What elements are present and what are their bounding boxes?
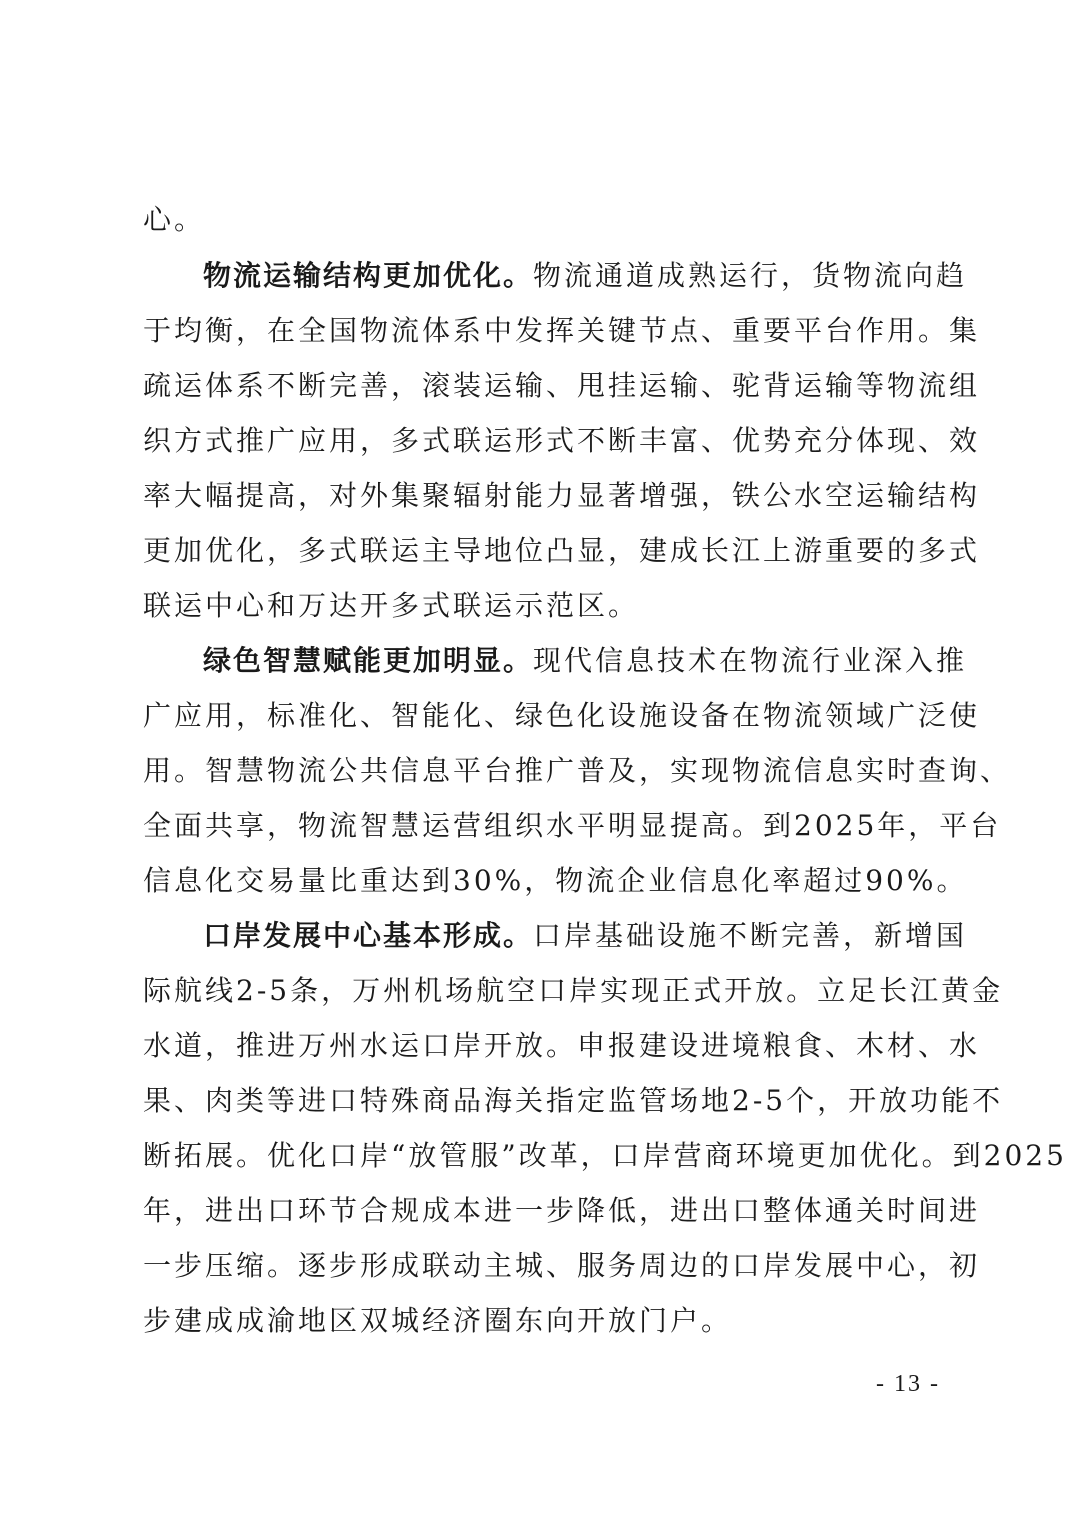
paragraph-text: 现代信息技术在物流行业深入推 — [533, 644, 968, 677]
text-line: 广应用，标准化、智能化、绿色化设施设备在物流领域广泛使 — [143, 699, 981, 732]
paragraph-heading: 绿色智慧赋能更加明显。 — [203, 644, 534, 677]
text-line: 际航线2-5条，万州机场航空口岸实现正式开放。立足长江黄金 — [143, 974, 1004, 1007]
text-line: 联运中心和万达开多式联运示范区。 — [143, 589, 640, 622]
paragraph-first-line — [203, 256, 968, 296]
paragraph-heading: 口岸发展中心基本形成。 — [203, 919, 534, 952]
paragraph-text: 物流通道成熟运行，货物流向趋 — [533, 259, 968, 292]
page-number: - 13 - — [876, 1371, 940, 1397]
text-line: 织方式推广应用，多式联运形式不断丰富、优势充分体现、效 — [143, 424, 981, 457]
text-line: 心。 — [143, 203, 206, 236]
paragraph-first-line — [203, 641, 968, 681]
text-line: 步建成成渝地区双城经济圈东向开放门户。 — [143, 1304, 733, 1337]
text-line: 断拓展。优化口岸“放管服”改革，口岸营商环境更加优化。到2025 — [143, 1139, 1067, 1172]
text-line: 用。智慧物流公共信息平台推广普及，实现物流信息实时查询、 — [143, 754, 1012, 787]
paragraph-first-line — [203, 916, 968, 956]
text-line: 于均衡，在全国物流体系中发挥关键节点、重要平台作用。集 — [143, 314, 981, 347]
paragraph-heading: 物流运输结构更加优化。 — [203, 259, 534, 292]
text-line: 一步压缩。逐步形成联动主城、服务周边的口岸发展中心，初 — [143, 1249, 981, 1282]
paragraph-text: 口岸基础设施不断完善，新增国 — [533, 919, 968, 952]
text-line: 全面共享，物流智慧运营组织水平明显提高。到2025年，平台 — [143, 809, 1002, 842]
text-line: 年，进出口环节合规成本进一步降低，进出口整体通关时间进 — [143, 1194, 981, 1227]
text-line: 水道，推进万州水运口岸开放。申报建设进境粮食、木材、水 — [143, 1029, 981, 1062]
text-line: 疏运体系不断完善，滚装运输、甩挂运输、驼背运输等物流组 — [143, 369, 981, 402]
text-line: 果、肉类等进口特殊商品海关指定监管场地2-5个，开放功能不 — [143, 1084, 1004, 1117]
text-line: 信息化交易量比重达到30%，物流企业信息化率超过90%。 — [143, 864, 968, 897]
text-line: 率大幅提高，对外集聚辐射能力显著增强，铁公水空运输结构 — [143, 479, 981, 512]
text-line: 更加优化，多式联运主导地位凸显，建成长江上游重要的多式 — [143, 534, 981, 567]
